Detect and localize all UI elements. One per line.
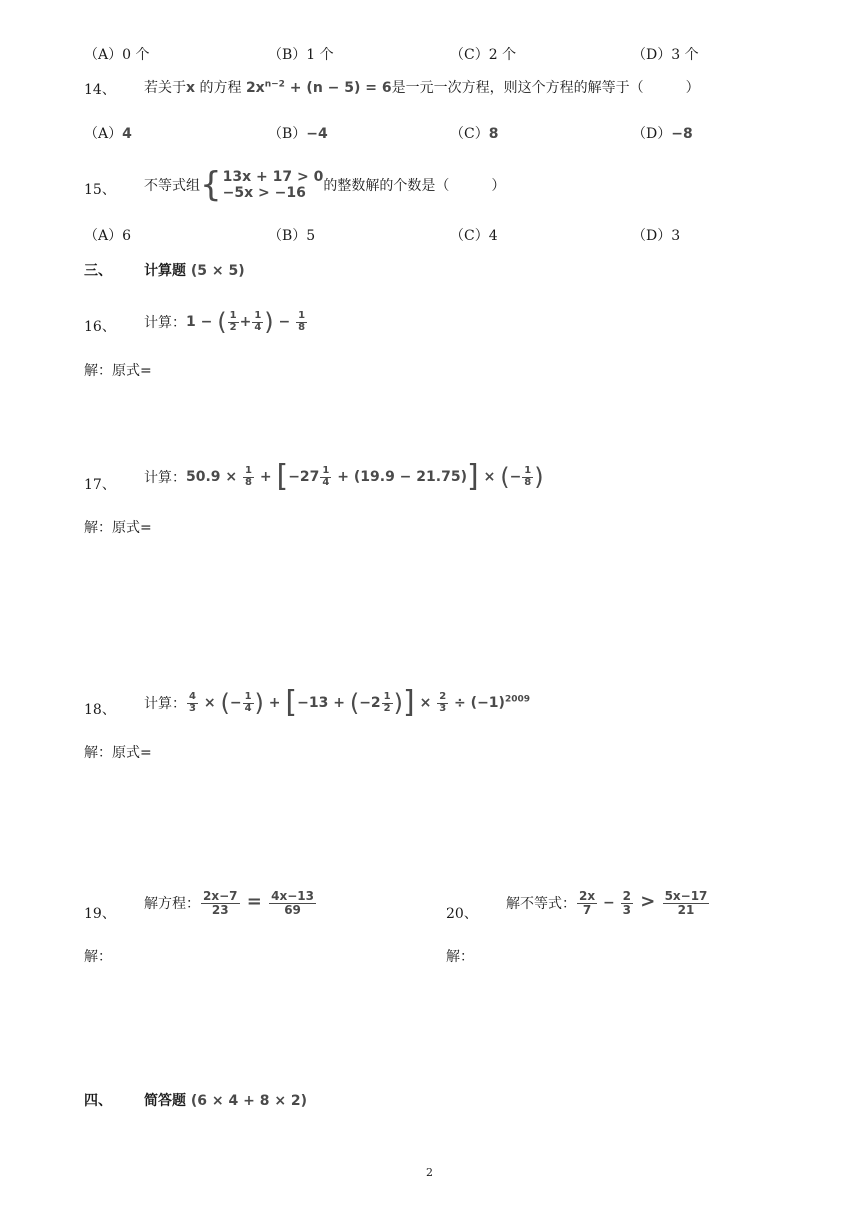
q17-label: 计算： [144, 470, 186, 486]
q15-option-d: （D）3 [632, 228, 681, 244]
denominator: 2 [383, 702, 391, 714]
denominator: 3 [439, 702, 447, 714]
option-value: 8 [488, 126, 499, 142]
q16-expression [186, 308, 308, 336]
left-bracket: [ [276, 459, 289, 494]
q16-question [144, 308, 308, 336]
option-label: （A） [84, 126, 123, 142]
expr-term: −27 [288, 469, 320, 485]
q13-option-d: （D）3 个 [632, 47, 699, 63]
q14-option-d [632, 123, 693, 143]
times-sign: × [478, 469, 501, 485]
section3-title: 计算题 [144, 263, 186, 279]
option-value: −8 [671, 126, 693, 142]
denominator: 3 [622, 902, 631, 917]
q14-text-before: 若关于 [144, 80, 186, 96]
q15-option-b: （B）5 [268, 228, 316, 244]
denominator: 21 [677, 902, 695, 917]
denominator: 8 [524, 476, 532, 488]
q14-question [144, 77, 700, 97]
q14-var-x: x [186, 80, 196, 96]
numerator: 4x−13 [271, 889, 314, 903]
q17-answer-label: 解：原式= [84, 520, 152, 536]
q20-question [506, 890, 710, 916]
q16-number: 16、 [84, 319, 116, 335]
q18-expression [186, 685, 530, 720]
q15-option-a: （A）6 [84, 228, 132, 244]
q13-option-b: （B）1 个 [268, 47, 334, 63]
q18-question [144, 685, 530, 720]
q14-exponent: n−2 [264, 79, 285, 90]
numerator: 1 [244, 691, 252, 702]
q19-question [144, 890, 317, 916]
right-paren: ) [264, 308, 274, 336]
numerator: 1 [322, 465, 330, 476]
q15-row2: −5x > −16 [222, 185, 306, 201]
q14-option-b [268, 123, 328, 143]
option-value: 4 [122, 126, 132, 142]
q18-label: 计算： [144, 696, 186, 712]
q15-inequality-system [200, 165, 324, 205]
times-sign: × [198, 695, 221, 711]
section3-number: 三、 [84, 263, 112, 279]
q13-option-c: （C）2 个 [450, 47, 517, 63]
q19-number: 19、 [84, 906, 116, 922]
q14-option-a [84, 123, 132, 143]
equals-sign: = [240, 891, 269, 913]
plus-sign: + [263, 695, 286, 711]
q20-answer-label: 解： [446, 949, 474, 965]
expr-term: −13 + [297, 695, 350, 711]
right-paren: ) [534, 463, 544, 491]
option-label: （B） [268, 126, 307, 142]
times-sign: × [414, 695, 437, 711]
q14-text-after: 是一元一次方程，则这个方程的解等于（ ） [391, 80, 700, 96]
minus-sign: − [598, 895, 620, 912]
section4-title: 简答题 [144, 1093, 186, 1109]
denominator: 2 [229, 321, 237, 333]
q20-label: 解不等式： [506, 896, 576, 913]
q14-number: 14、 [84, 82, 116, 98]
numerator: 2x [579, 889, 596, 903]
left-paren: ( [349, 689, 360, 717]
q13-option-a: （A）0 个 [84, 47, 150, 63]
q14-equation-suffix: + (n − 5) = 6 [284, 80, 392, 96]
numerator: 1 [383, 691, 391, 702]
numerator: 2 [439, 691, 447, 702]
section3-score: (5 × 5) [190, 263, 245, 279]
denominator: 7 [582, 902, 592, 917]
q14-equation-prefix: 2x [245, 80, 265, 96]
left-paren: ( [220, 689, 230, 717]
q14-equation [246, 80, 392, 96]
expr-term: 1 − [186, 314, 218, 330]
q15-option-c: （C）4 [450, 228, 498, 244]
q14-option-c [450, 123, 498, 143]
q19-equation [200, 890, 317, 916]
q17-expression [186, 459, 544, 494]
denominator: 4 [254, 321, 262, 333]
q19-label: 解方程： [144, 896, 200, 913]
right-bracket: ] [403, 685, 415, 720]
q16-answer-label: 解：原式= [84, 363, 152, 379]
q17-question [144, 459, 544, 494]
left-paren: ( [217, 308, 227, 336]
minus-sign: − [509, 469, 522, 485]
q18-answer-label: 解：原式= [84, 745, 152, 761]
q15-text-after: 的整数解的个数是（ ） [323, 178, 506, 194]
q14-text-mid: 的方程 [199, 80, 242, 96]
numerator: 1 [254, 310, 262, 321]
left-paren: ( [500, 463, 510, 491]
brace-icon: { [200, 165, 222, 205]
denominator: 4 [322, 476, 330, 488]
numerator: 4 [189, 691, 196, 702]
q17-number: 17、 [84, 477, 116, 493]
section4-number: 四、 [84, 1093, 112, 1109]
section3-heading [144, 260, 245, 280]
exponent: 2009 [504, 694, 530, 705]
denominator: 4 [244, 702, 252, 714]
plus-sign: + [255, 469, 277, 485]
denominator: 8 [245, 476, 252, 488]
q20-inequality [576, 890, 710, 916]
expr-term: − [273, 314, 296, 330]
q15-text-before: 不等式组 [144, 178, 200, 194]
denominator: 3 [189, 702, 196, 714]
q16-label: 计算： [144, 315, 186, 331]
numerator: 2x−7 [203, 889, 238, 903]
q15-question [144, 165, 506, 205]
left-bracket: [ [285, 685, 298, 720]
q20-number: 20、 [446, 906, 478, 922]
right-bracket: ] [466, 459, 479, 494]
expr-term: + (19.9 − 21.75) [332, 469, 467, 485]
numerator: 2 [622, 889, 631, 903]
denominator: 23 [211, 902, 229, 917]
option-label: （C） [450, 126, 489, 142]
right-paren: ) [393, 689, 404, 717]
minus-sign: − [229, 695, 242, 711]
numerator: 5x−17 [664, 889, 708, 903]
section4-heading [144, 1090, 307, 1110]
section4-score: (6 × 4 + 8 × 2) [190, 1093, 308, 1109]
page-number: 2 [426, 1166, 433, 1179]
numerator: 1 [229, 310, 237, 321]
right-paren: ) [254, 689, 264, 717]
q15-number: 15、 [84, 182, 116, 198]
q18-number: 18、 [84, 702, 116, 718]
greater-than-sign: > [633, 891, 662, 913]
expr-term: −2 [359, 695, 381, 711]
option-label: （D） [632, 126, 672, 142]
expr-term: ÷ (−1) [449, 695, 505, 711]
denominator: 8 [298, 321, 306, 333]
expr-term: 50.9 × [186, 469, 243, 485]
q19-answer-label: 解： [84, 949, 112, 965]
numerator: 1 [524, 465, 532, 476]
numerator: 1 [298, 310, 306, 321]
q15-row1: 13x + 17 > 0 [222, 168, 324, 185]
option-value: −4 [306, 126, 328, 142]
numerator: 1 [245, 465, 252, 476]
plus-sign: + [239, 314, 252, 330]
denominator: 69 [284, 902, 301, 917]
